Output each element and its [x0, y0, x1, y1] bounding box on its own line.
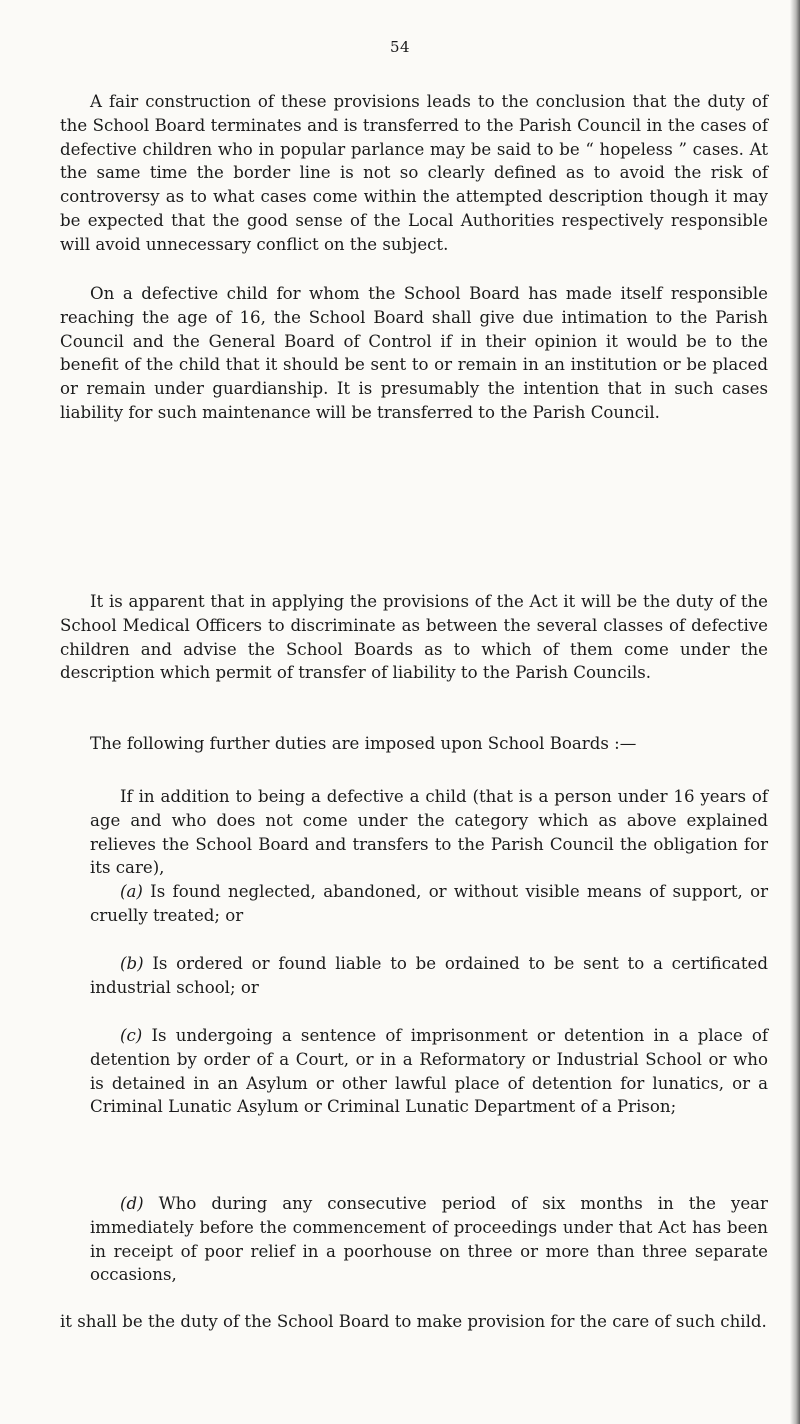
page-number: 54: [389, 38, 411, 56]
list-item-label: (c): [120, 1026, 143, 1045]
paragraph-text: If in addition to being a defective a child (that is a person under 16 years of age and who does not come under the category which as above explained relieves the School Board and transfers to the Parish Council the obligation for its care),: [90, 787, 768, 878]
list-item-label: (a): [120, 882, 143, 901]
paragraph-text: It is apparent that in applying the provisions of the Act it will be the duty of the School Medical Officers to discriminate as between the several classes of defective children and advise the School Boards as to which of them come under the description which permit of transfer of liability to the Parish Councils.: [60, 592, 768, 683]
paragraph-further-duties: [90, 732, 768, 756]
paragraph-text: A fair construction of these provisions leads to the conclusion that the duty of the School Board terminates and is transferred to the Parish Council in the cases of defective children who in popular parlance may be said to be “ hopeless ” cases. At the same time the border line is not so clearly defined as to avoid the risk of controversy as to what cases come within the attempted description though it may be expected that the good sense of the Local Authorities respectively responsible will avoid unnecessary conflict on the subject.: [60, 92, 768, 254]
paragraph-condition: [90, 785, 768, 880]
list-item-b: [90, 952, 768, 1000]
list-item-text: Is undergoing a sentence of imprisonment or detention in a place of detention by order of a Court, or in a Reformatory or Industrial School or who is detained in an Asylum or other lawful place of detention for lunatics, or a Criminal Lunatic Asylum or Criminal Lunatic Department of a Prison;: [90, 1026, 768, 1117]
paragraph-text: it shall be the duty of the School Board to make provision for the care of such child.: [60, 1312, 767, 1331]
list-item-label: (b): [120, 954, 144, 973]
page-edge-shadow: [790, 0, 800, 1424]
paragraph-construction: [60, 90, 768, 257]
list-item-text: Is ordered or found liable to be ordained to be sent to a certificated industrial school; or: [90, 954, 768, 997]
paragraph-medical-officers: [60, 590, 768, 685]
list-item-label: (d): [120, 1194, 144, 1213]
paragraph-conclusion: [60, 1310, 768, 1334]
list-item-a: [90, 880, 768, 928]
list-item-d: [90, 1192, 768, 1287]
list-item-c: [90, 1024, 768, 1119]
paragraph-age-sixteen: [60, 282, 768, 425]
list-item-text: Who during any consecutive period of six months in the year immediately before the commencement of proceedings under that Act has been in receipt of poor relief in a poorhouse on three or more than three separate occasions,: [90, 1194, 768, 1285]
paragraph-text: On a defective child for whom the School Board has made itself responsible reaching the age of 16, the School Board shall give due intimation to the Parish Council and the General Board of Control if in their opinion it would be to the benefit of the child that it should be sent to or remain in an institution or be placed or remain under guardianship. It is presumably the intention that in such cases liability for such maintenance will be transferred to the Parish Council.: [60, 284, 768, 422]
list-item-text: Is found neglected, abandoned, or without visible means of support, or cruelly treated; or: [90, 882, 768, 925]
paragraph-text: The following further duties are imposed upon School Boards :—: [90, 734, 637, 753]
